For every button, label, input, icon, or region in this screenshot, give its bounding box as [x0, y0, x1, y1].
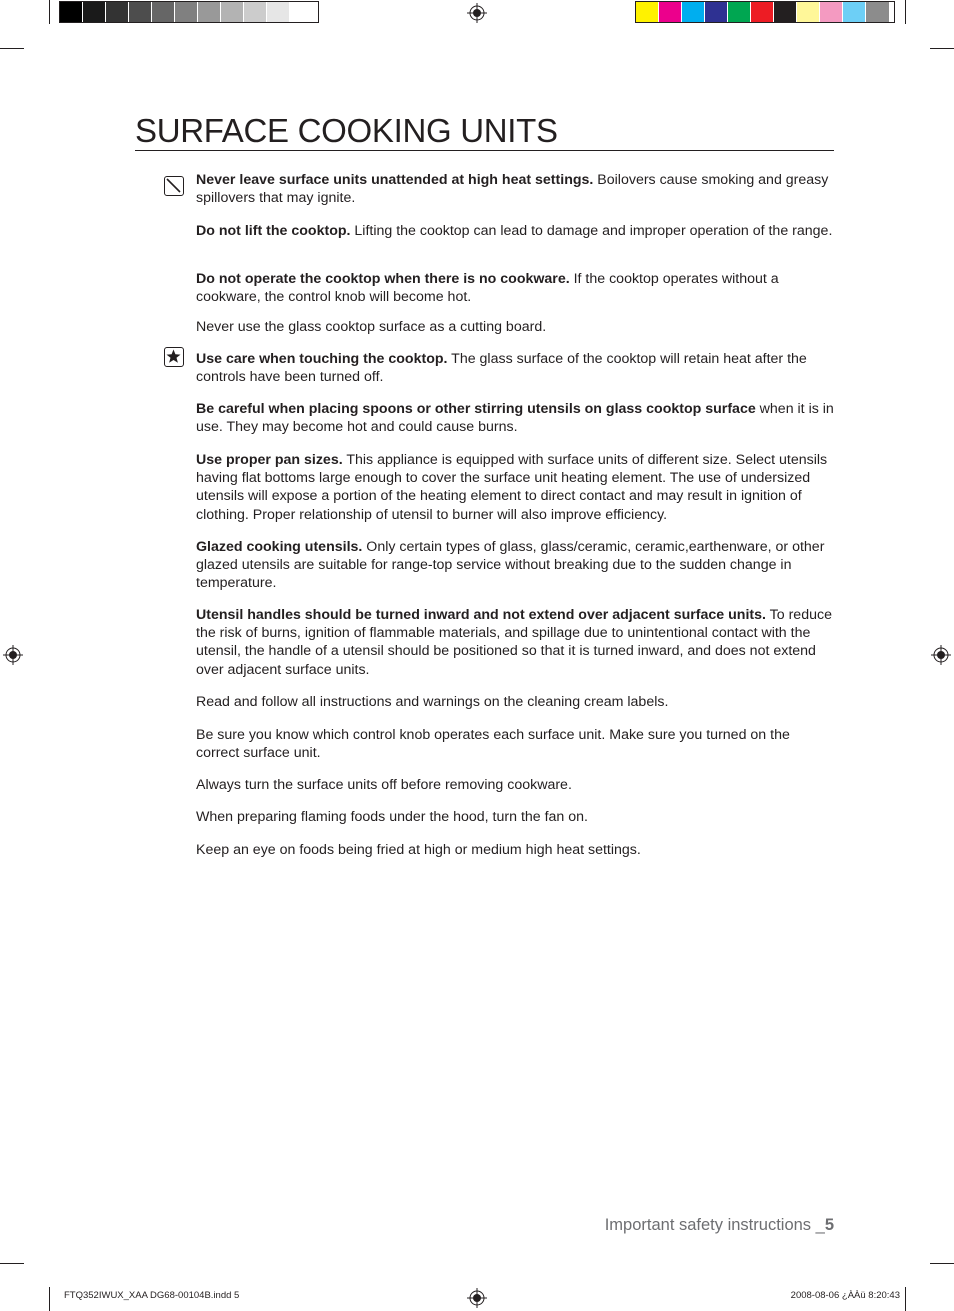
color-swatch — [682, 2, 705, 22]
color-swatch — [60, 2, 83, 22]
footer-section-label: Important safety instructions _ — [604, 1216, 825, 1234]
color-swatch — [866, 2, 889, 22]
instruction-turn-off: Always turn the surface units off before removing cookware. — [196, 777, 572, 793]
color-swatch — [198, 2, 221, 22]
color-swatch — [267, 2, 290, 22]
caution-glazed-utensils: Glazed cooking utensils. Only certain types of glass, glass/ceramic, ceramic,earthenware, or other glazed utensils are suitable for range-top service without breaking due to the sudden change in temperature. — [196, 539, 825, 592]
caution-spoons: Be careful when placing spoons or other stirring utensils on glass cooktop surface when it is in use. They may become hot and could cause burns. — [196, 401, 834, 436]
warning-no-cookware: Do not operate the cooktop when there is no cookware. If the cooktop operates without a cookware, the control knob will become hot. — [196, 271, 779, 306]
color-swatch — [797, 2, 820, 22]
warning-unattended: Never leave surface units unattended at high heat settings. Boilovers cause smoking and greasy spillovers that may ignite. — [196, 172, 829, 207]
color-swatch — [175, 2, 198, 22]
color-swatch — [659, 2, 682, 22]
star-icon — [164, 347, 184, 367]
color-swatch — [728, 2, 751, 22]
color-swatch — [290, 2, 313, 22]
color-swatch — [843, 2, 866, 22]
warning-lift-cooktop: Do not lift the cooktop. Lifting the cooktop can lead to damage and improper operation of the range. — [196, 223, 833, 239]
instruction-cleaning-cream: Read and follow all instructions and warnings on the cleaning cream labels. — [196, 694, 669, 710]
caution-pan-sizes: Use proper pan sizes. This appliance is equipped with surface units of different size. Select utensils having flat bottoms large enough to cover the surface unit heating element. The use of undersized utensils will expose a portion of the heating element to direct contact and may result in ignition of clothing. Proper relationship of utensil to burner will also improve efficiency. — [196, 452, 828, 523]
warning-cutting-board: Never use the glass cooktop surface as a cutting board. — [196, 319, 547, 335]
instruction-flaming-foods: When preparing flaming foods under the hood, turn the fan on. — [196, 809, 588, 825]
crop-mark — [905, 1287, 906, 1311]
registration-mark-icon — [467, 3, 487, 23]
page-title: SURFACE COOKING UNITS — [135, 112, 834, 151]
crop-mark — [49, 1287, 50, 1311]
color-swatch — [751, 2, 774, 22]
color-swatch — [129, 2, 152, 22]
page-footer — [605, 1216, 834, 1235]
instruction-fried-foods: Keep an eye on foods being fried at high or medium high heat settings. — [196, 842, 641, 858]
color-swatch — [221, 2, 244, 22]
slug-filename: FTQ352IWUX_XAA DG68-00104B.indd 5 — [64, 1290, 240, 1301]
color-swatch — [244, 2, 267, 22]
prohibition-icon — [164, 176, 184, 196]
crop-mark — [905, 0, 906, 24]
caution-utensil-handles: Utensil handles should be turned inward and not extend over adjacent surface units. To reduce the risk of burns, ignition of flammable materials, and spillage due to unintentional contact with the utensil, the handle of a utensil should be positioned so that it is turned inward, and does not extend over adjacent surface units. — [196, 607, 832, 678]
crop-mark — [0, 48, 24, 49]
color-swatch — [705, 2, 728, 22]
grayscale-color-bar — [59, 1, 319, 23]
instruction-control-knob: Be sure you know which control knob operates each surface unit. Make sure you turned on the correct surface unit. — [196, 727, 790, 762]
color-swatch — [636, 2, 659, 22]
color-swatch — [83, 2, 106, 22]
caution-touching: Use care when touching the cooktop. The glass surface of the cooktop will retain heat after the controls have been turned off. — [196, 351, 807, 386]
color-swatch — [152, 2, 175, 22]
registration-mark-icon — [931, 645, 951, 665]
registration-mark-icon — [3, 645, 23, 665]
page-number: 5 — [824, 1216, 834, 1234]
color-swatch — [820, 2, 843, 22]
crop-mark — [49, 0, 50, 24]
slug-timestamp: 2008-08-06 ¿ÀÀü 8:20:43 — [790, 1290, 900, 1301]
crop-mark — [0, 1263, 24, 1264]
color-swatch — [106, 2, 129, 22]
process-color-bar — [635, 1, 895, 23]
registration-mark-icon — [467, 1288, 487, 1308]
crop-mark — [930, 48, 954, 49]
crop-mark — [930, 1263, 954, 1264]
color-swatch — [774, 2, 797, 22]
